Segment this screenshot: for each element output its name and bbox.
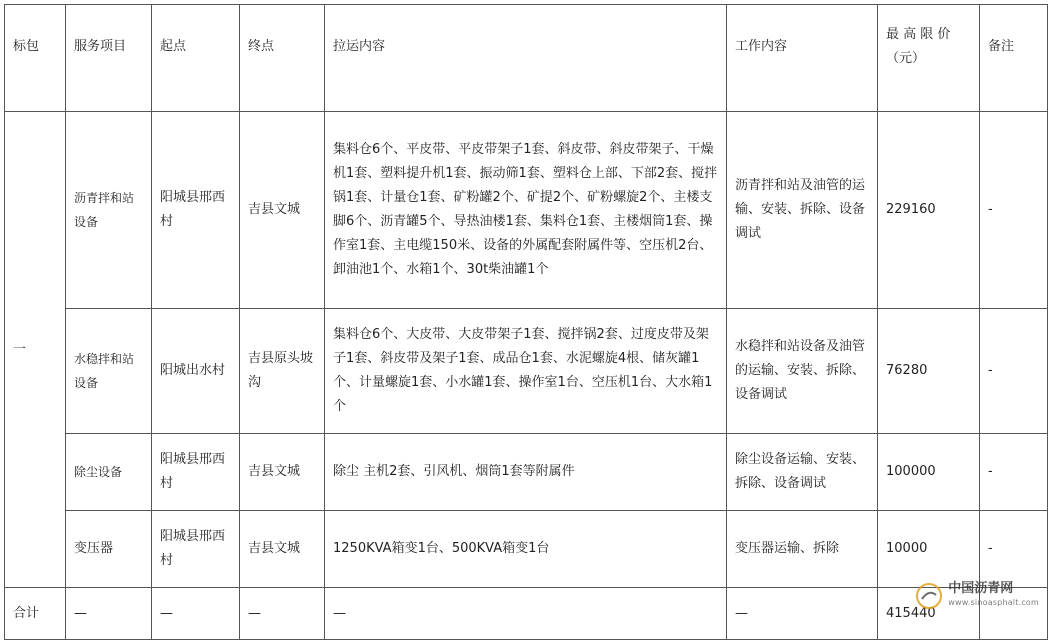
cargo-cell: 1250KVA箱变1台、500KVA箱变1台 xyxy=(325,511,727,588)
remark-cell: - xyxy=(980,434,1048,511)
total-price: 415440 xyxy=(878,588,980,640)
header-work: 工作内容 xyxy=(727,5,878,112)
origin-cell: 阳城县邢西村 xyxy=(152,511,240,588)
lot-cell: 一 xyxy=(5,112,66,588)
service-cell: 沥青拌和站设备 xyxy=(66,112,152,309)
tender-table xyxy=(4,4,1048,640)
cargo-cell: 除尘 主机2套、引风机、烟筒1套等附属件 xyxy=(325,434,727,511)
watermark-name: 中国沥青网 xyxy=(948,581,1014,596)
cargo-cell: 集料仓6个、平皮带、平皮带架子1套、斜皮带、斜皮带架子、干燥机1套、塑料提升机1套、振动筛1套、塑料仓上部、下部2套、搅拌锅1套、计量仓1套、矿粉罐2个、矿提2个、矿粉螺旋2个、主楼支脚6个、沥青罐5个、导热油楼1套、集料仓1套、主楼烟筒1套、操作室1套、主电缆150米、设备的外属配套附属件等、空压机2台、卸油池1个、水箱1个、30t柴油罐1个 xyxy=(325,112,727,309)
remark-cell: - xyxy=(980,309,1048,434)
header-row xyxy=(5,5,1048,112)
total-row xyxy=(5,588,1048,640)
work-cell: 变压器运输、拆除 xyxy=(727,511,878,588)
header-cargo: 拉运内容 xyxy=(325,5,727,112)
watermark xyxy=(916,582,1039,610)
table-row xyxy=(5,112,1048,309)
destination-cell: 吉县文城 xyxy=(240,434,325,511)
total-origin: — xyxy=(152,588,240,640)
total-label: 合计 xyxy=(5,588,66,640)
total-cargo: — xyxy=(325,588,727,640)
price-cell: 76280 xyxy=(878,309,980,434)
price-cell: 10000 xyxy=(878,511,980,588)
total-work: — xyxy=(727,588,878,640)
table-row xyxy=(5,309,1048,434)
work-cell: 沥青拌和站及油管的运输、安装、拆除、设备调试 xyxy=(727,112,878,309)
cargo-cell: 集料仓6个、大皮带、大皮带架子1套、搅拌锅2套、过度皮带及架子1套、斜皮带及架子1套、成品仓1套、水泥螺旋4根、储灰罐1个、计量螺旋1套、小水罐1套、操作室1台、空压机1台、大水箱1个 xyxy=(325,309,727,434)
header-destination: 终点 xyxy=(240,5,325,112)
service-cell: 变压器 xyxy=(66,511,152,588)
total-destination: — xyxy=(240,588,325,640)
remark-cell: - xyxy=(980,112,1048,309)
price-cell: 229160 xyxy=(878,112,980,309)
work-cell: 除尘设备运输、安装、拆除、设备调试 xyxy=(727,434,878,511)
total-service: — xyxy=(66,588,152,640)
origin-cell: 阳城出水村 xyxy=(152,309,240,434)
asphalt-logo-icon xyxy=(916,583,942,609)
table-row xyxy=(5,434,1048,511)
destination-cell: 吉县原头坡沟 xyxy=(240,309,325,434)
header-origin: 起点 xyxy=(152,5,240,112)
header-price: 最 高 限 价（元） xyxy=(878,5,980,112)
destination-cell: 吉县文城 xyxy=(240,112,325,309)
origin-cell: 阳城县邢西村 xyxy=(152,434,240,511)
origin-cell: 阳城县邢西村 xyxy=(152,112,240,309)
work-cell: 水稳拌和站设备及油管的运输、安装、拆除、设备调试 xyxy=(727,309,878,434)
destination-cell: 吉县文城 xyxy=(240,511,325,588)
remark-cell: - xyxy=(980,511,1048,588)
header-service: 服务项目 xyxy=(66,5,152,112)
price-cell: 100000 xyxy=(878,434,980,511)
watermark-url: www.sinoasphalt.com xyxy=(948,598,1039,607)
service-cell: 水稳拌和站设备 xyxy=(66,309,152,434)
header-lot: 标包 xyxy=(5,5,66,112)
header-remark: 备注 xyxy=(980,5,1048,112)
service-cell: 除尘设备 xyxy=(66,434,152,511)
table-row xyxy=(5,511,1048,588)
